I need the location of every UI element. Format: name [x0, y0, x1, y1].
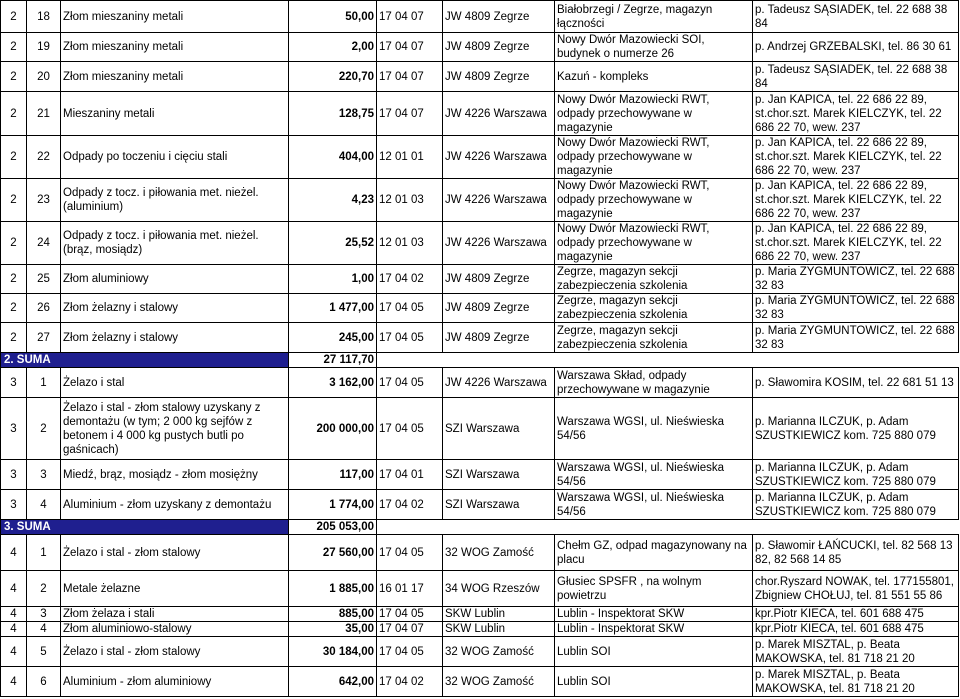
table-row: 2 18 Złom mieszaniny metali 50,00 17 04 07 JW 4809 Zegrze Białobrzegi / Zegrze, magazyn łączności p. Tadeusz SĄSIADEK, tel. 22 688 38 84 [1, 1, 959, 33]
table-row: 2 26 Złom żelazny i stalowy 1 477,00 17 04 05 JW 4809 Zegrze Zegrze, magazyn sekcji zabezpieczenia szkolenia p. Maria ZYGMUNTOWICZ, tel. 22 688 32 83 [1, 294, 959, 323]
table-row: 4 2 Metale żelazne 1 885,00 16 01 17 34 WOG Rzeszów Głusiec SPSFR , na wolnym powietrzu chor.Ryszard NOWAK, tel. 177155801, Zbigniew CHOŁUJ, tel. 81 551 55 86 [1, 571, 959, 607]
table-row: 4 1 Żelazo i stal - złom stalowy 27 560,00 17 04 05 32 WOG Zamość Chełm GZ, odpad magazynowany na placu p. Sławomir ŁAŃCUCKI, tel. 82 568 13 82, 82 568 14 85 [1, 535, 959, 571]
table-row: 2 24 Odpady z tocz. i piłowania met. nieżel.(brąz, mosiądz) 25,52 12 01 03 JW 4226 Warszawa Nowy Dwór Mazowiecki RWT, odpady przechowywane w magazynie p. Jan KAPICA, tel. 22 686 22 89, st.chor.szt. Marek KIELCZYK, tel. 22 686 22 70, wew. 237 [1, 222, 959, 265]
section-sum-row [1, 353, 959, 368]
table-row: 2 19 Złom mieszaniny metali 2,00 17 04 07 JW 4809 Zegrze Nowy Dwór Mazowiecki SOI, budynek o numerze 26 p. Andrzej GRZEBALSKI, tel. 86 30 61 [1, 33, 959, 62]
table-row: 2 23 Odpady z tocz. i piłowania met. nieżel.(aluminium) 4,23 12 01 03 JW 4226 Warszawa Nowy Dwór Mazowiecki RWT, odpady przechowywane w magazynie p. Jan KAPICA, tel. 22 686 22 89, st.chor.szt. Marek KIELCZYK, tel. 22 686 22 70, wew. 237 [1, 179, 959, 222]
table-row: 4 3 Złom żelaza i stali 885,00 17 04 05 SKW Lublin Lublin - Inspektorat SKW kpr.Piotr KIECA, tel. 601 688 475 [1, 607, 959, 622]
sum-label: 2. SUMA [1, 353, 289, 368]
table-row: 3 2 Żelazo i stal - złom stalowy uzyskany z demontażu (w tym; 2 000 kg sejfów z betonem i 4 000 kg pustych butli po gaśnicach) 200 000,00 17 04 05 SZI Warszawa Warszawa WGSI, ul. Nieświeska 54/56 p. Marianna ILCZUK, p. Adam SZUSTKIEWICZ kom. 725 880 079 [1, 398, 959, 460]
table-row: 2 20 Złom mieszaniny metali 220,70 17 04 07 JW 4809 Zegrze Kazuń - kompleks p. Tadeusz SĄSIADEK, tel. 22 688 38 84 [1, 62, 959, 92]
table-row: 4 4 Złom aluminiowo-stalowy 35,00 17 04 07 SKW Lublin Lublin - Inspektorat SKW kpr.Piotr KIECA, tel. 601 688 475 [1, 622, 959, 637]
table-row: 3 4 Aluminium - złom uzyskany z demontażu 1 774,00 17 04 02 SZI Warszawa Warszawa WGSI, ul. Nieświeska 54/56 p. Marianna ILCZUK, p. Adam SZUSTKIEWICZ kom. 725 880 079 [1, 490, 959, 520]
section-sum-row [1, 520, 959, 535]
sum-value: 27 117,70 [289, 353, 377, 368]
table-row: 4 5 Żelazo i stal - złom stalowy 30 184,00 17 04 05 32 WOG Zamość Lublin SOI p. Marek MISZTAL, p. Beata MAKOWSKA, tel. 81 718 21 20 [1, 637, 959, 667]
table-row: 2 27 Złom żelazny i stalowy 245,00 17 04 05 JW 4809 Zegrze Zegrze, magazyn sekcji zabezpieczenia szkolenia p. Maria ZYGMUNTOWICZ, tel. 22 688 32 83 [1, 323, 959, 353]
table-row: 2 22 Odpady po toczeniu i cięciu stali 404,00 12 01 01 JW 4226 Warszawa Nowy Dwór Mazowiecki RWT, odpady przechowywane w magazynie p. Jan KAPICA, tel. 22 686 22 89, st.chor.szt. Marek KIELCZYK, tel. 22 686 22 70, wew. 237 [1, 136, 959, 179]
table-row: 4 6 Aluminium - złom aluminiowy 642,00 17 04 02 32 WOG Zamość Lublin SOI p. Marek MISZTAL, p. Beata MAKOWSKA, tel. 81 718 21 20 [1, 667, 959, 697]
sum-value: 205 053,00 [289, 520, 377, 535]
sum-label: 3. SUMA [1, 520, 289, 535]
table-row: 2 21 Mieszaniny metali 128,75 17 04 07 JW 4226 Warszawa Nowy Dwór Mazowiecki RWT, odpady przechowywane w magazynie p. Jan KAPICA, tel. 22 686 22 89, st.chor.szt. Marek KIELCZYK, tel. 22 686 22 70, wew. 237 [1, 92, 959, 136]
table-row: 3 1 Żelazo i stal 3 162,00 17 04 05 JW 4226 Warszawa Warszawa Skład, odpady przechowywane w magazynie p. Sławomira KOSIM, tel. 22 681 51 13 [1, 368, 959, 398]
table-row: 3 3 Miedź, brąz, mosiądz - złom mosiężny 117,00 17 04 01 SZI Warszawa Warszawa WGSI, ul. Nieświeska 54/56 p. Marianna ILCZUK, p. Adam SZUSTKIEWICZ kom. 725 880 079 [1, 460, 959, 490]
table-row: 2 25 Złom aluminiowy 1,00 17 04 02 JW 4809 Zegrze Zegrze, magazyn sekcji zabezpieczenia szkolenia p. Maria ZYGMUNTOWICZ, tel. 22 688 32 83 [1, 265, 959, 294]
